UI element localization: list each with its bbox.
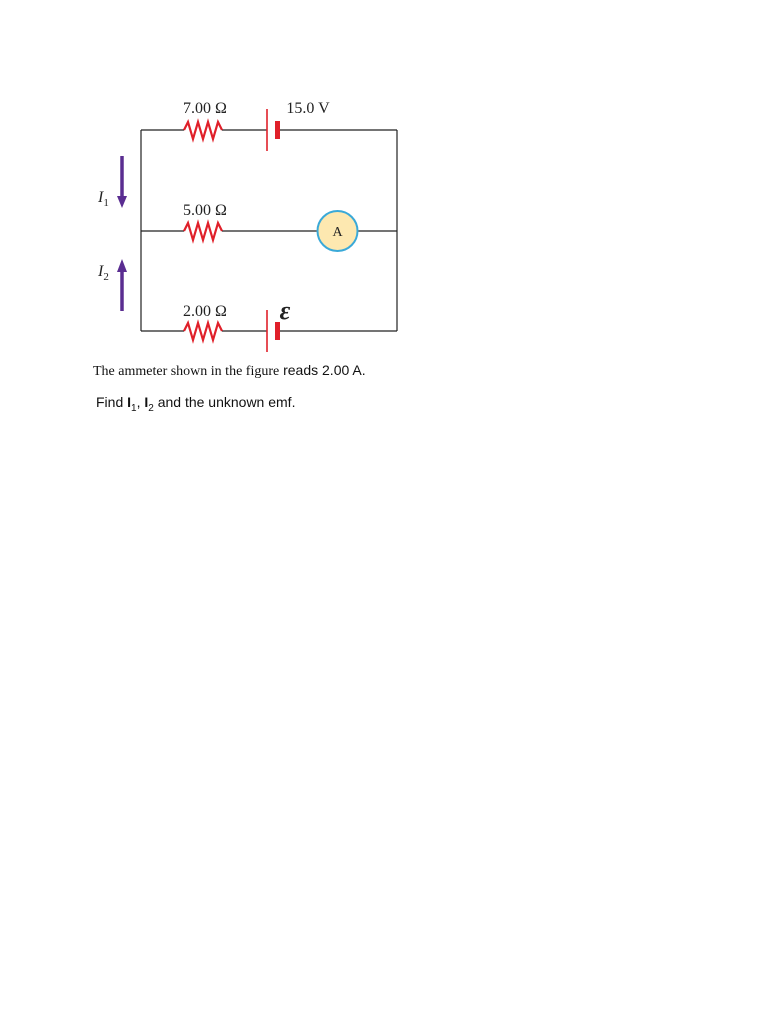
circuit-diagram: [0, 0, 768, 420]
caption-i1-sub: 1: [131, 402, 137, 414]
ammeter-symbol: A: [332, 225, 343, 240]
label-2ohm: 2.00 Ω: [183, 303, 227, 320]
problem-statement-line1: [93, 362, 366, 380]
circuit-wires: [141, 130, 397, 331]
battery-top: [267, 109, 280, 151]
caption-line2-suffix: and the unknown emf.: [157, 394, 296, 410]
caption-i1-letter: I: [127, 394, 132, 410]
resistor-7ohm: [184, 122, 222, 139]
label-i2: [97, 263, 109, 283]
label-7ohm: 7.00 Ω: [183, 100, 227, 117]
caption-i2-letter: I: [144, 394, 149, 410]
problem-statement-line2: [96, 394, 295, 414]
current-arrow-i2: [117, 259, 127, 311]
caption-line1-sans: reads 2.00 A.: [283, 362, 366, 378]
label-5ohm: 5.00 Ω: [183, 202, 227, 219]
label-15v: 15.0 V: [286, 100, 330, 117]
label-i1: [97, 189, 109, 209]
label-emf: ε: [279, 296, 291, 325]
caption-line2-prefix: Find: [96, 394, 124, 410]
caption-sep: ,: [136, 394, 141, 410]
battery-emf: [267, 310, 280, 352]
label-i1-subscript: 1: [103, 197, 109, 209]
label-i2-letter: I: [98, 263, 104, 280]
resistor-2ohm: [184, 323, 222, 340]
label-i1-letter: I: [98, 189, 104, 206]
current-arrow-i1: [117, 156, 127, 208]
caption-line1-serif: The ammeter shown in the figure: [93, 364, 280, 379]
caption-i2-sub: 2: [148, 402, 154, 414]
label-i2-subscript: 2: [103, 271, 109, 283]
resistor-5ohm: [184, 223, 222, 240]
